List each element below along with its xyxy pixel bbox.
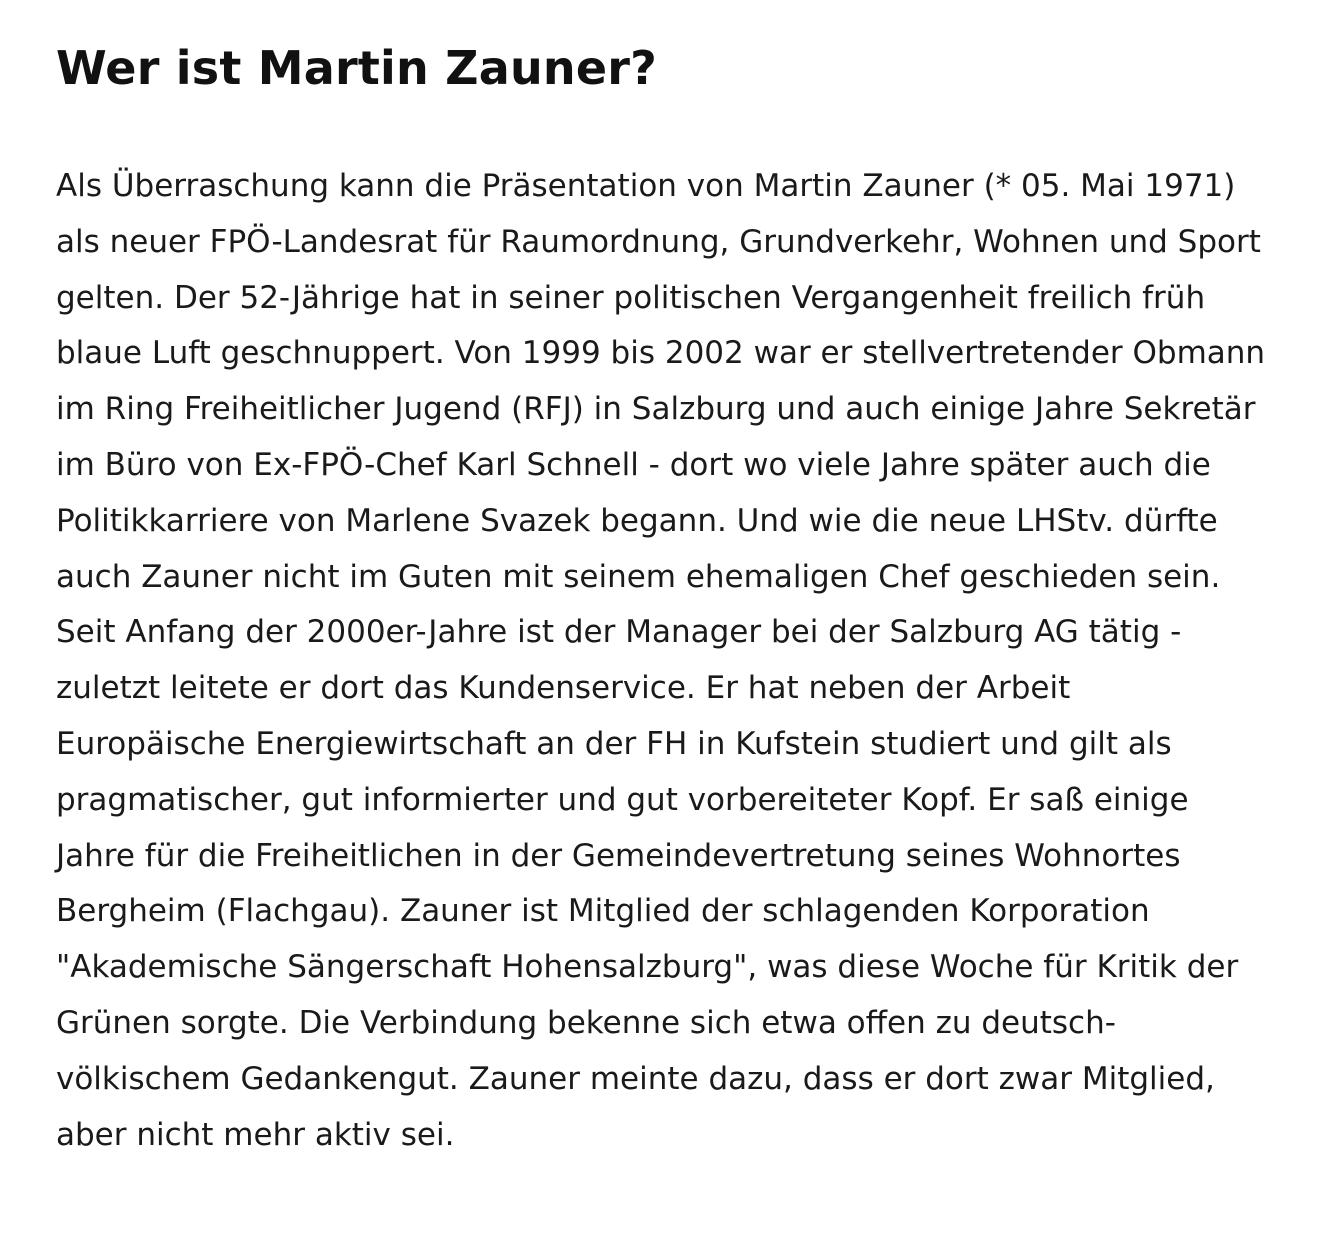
article-heading: Wer ist Martin Zauner? xyxy=(56,41,658,95)
article xyxy=(56,0,1276,1163)
article-paragraph: Als Überraschung kann die Präsentation von Martin Zauner (* 05. Mai 1971) als neuer FPÖ-Landesrat für Raumordnung, Grundverkehr, Wohnen und Sport gelten. Der 52-Jährige hat in seiner politischen Vergangenheit freilich früh blaue Luft geschnuppert. Von 1999 bis 2002 war er stellvertretender Obmann im Ring Freiheitlicher Jugend (RFJ) in Salzburg und auch einige Jahre Sekretär im Büro von Ex-FPÖ-Chef Karl Schnell - dort wo viele Jahre später auch die Politikkarriere von Marlene Svazek begann. Und wie die neue LHStv. dürfte auch Zauner nicht im Guten mit seinem ehemaligen Chef geschieden sein. Seit Anfang der 2000er-Jahre ist der Manager bei der Salzburg AG tätig - zuletzt leitete er dort das Kundenservice. Er hat neben der Arbeit Europäische Energiewirtschaft an der FH in Kufstein studiert und gilt als pragmatischer, gut informierter und gut vorbereiteter Kopf. Er saß einige Jahre für die Freiheitlichen in der Gemeindevertretung seines Wohnortes Bergheim (Flachgau). Zauner ist Mitglied der schlagenden Korporation "Akademische Sängerschaft Hohensalzburg", was diese Woche für Kritik der Grünen sorgte. Die Verbindung bekenne sich etwa offen zu deutsch-völkischem Gedankengut. Zauner meinte dazu, dass er dort zwar Mitglied, aber nicht mehr aktiv sei. xyxy=(56,168,1266,1153)
